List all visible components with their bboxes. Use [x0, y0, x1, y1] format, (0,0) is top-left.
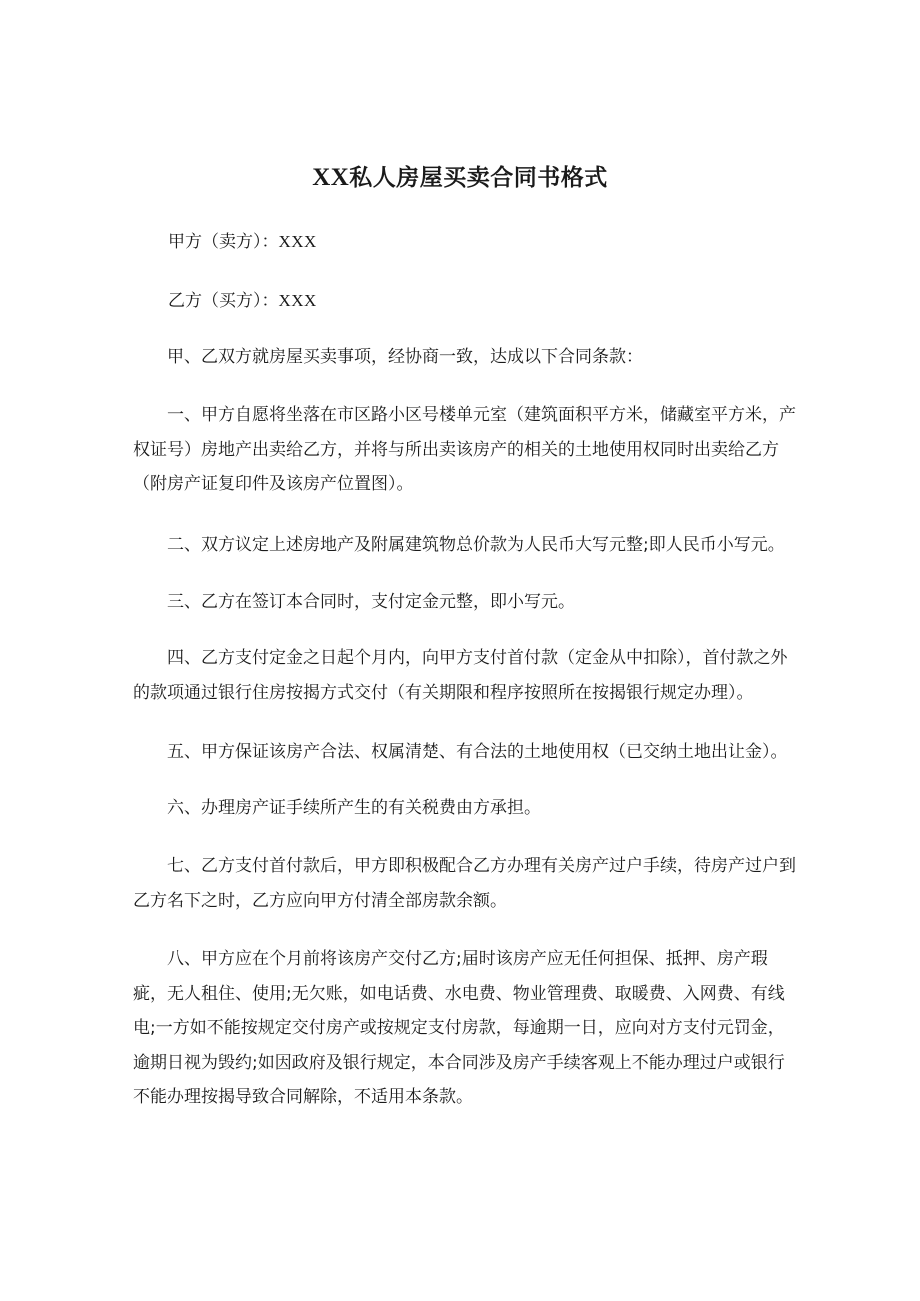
- document-title: [0, 162, 920, 194]
- party-b-value: XXX: [278, 291, 317, 310]
- clause-6: 六、办理房产证手续所产生的有关税费由方承担。: [167, 798, 541, 818]
- party-b-line: [168, 288, 317, 314]
- party-a-value: XXX: [278, 232, 317, 251]
- party-b-label: 乙方（买方）：: [168, 291, 279, 311]
- clause-1: 一、甲方自愿将坐落在市区路小区号楼单元室（建筑面积平方米，储藏室平方米，产权证号）房地产出卖给乙方，并将与所出卖该房产的相关的土地使用权同时出卖给乙方（附房产证复印件及该房产位置图）。: [133, 405, 796, 494]
- clause-intro: 甲、乙双方就房屋买卖事项，经协商一致，达成以下合同条款：: [167, 347, 643, 367]
- clause-5: 五、甲方保证该房产合法、权属清楚、有合法的土地使用权（已交纳土地出让金）。: [167, 742, 788, 762]
- clause-4: 四、乙方支付定金之日起个月内，向甲方支付首付款（定金从中扣除），首付款之外的款项通过银行住房按揭方式交付（有关期限和程序按照所在按揭银行规定办理）。: [133, 648, 788, 703]
- clause-7: 七、乙方支付首付款后，甲方即积极配合乙方办理有关房产过户手续，待房产过户到乙方名下之时，乙方应向甲方付清全部房款余额。: [133, 856, 796, 911]
- clause-2: 二、双方议定上述房地产及附属建筑物总价款为人民币大写元整;即人民币小写元。: [167, 535, 785, 555]
- title-prefix: XX: [312, 164, 350, 191]
- title-main: 私人房屋买卖合同书格式: [349, 165, 608, 191]
- party-a-line: [168, 229, 317, 255]
- party-a-label: 甲方（卖方）：: [168, 232, 279, 252]
- clause-8: 八、甲方应在个月前将该房产交付乙方;届时该房产应无任何担保、抵押、房产瑕疵，无人租住、使用;无欠账，如电话费、水电费、物业管理费、取暖费、入网费、有线电;一方如不能按规定交付房产或按规定支付房款，每逾期一日，应向对方支付元罚金，逾期日视为毁约;如因政府及银行规定，本合同涉及房产手续客观上不能办理过户或银行不能办理按揭导致合同解除，不适用本条款。: [133, 949, 785, 1107]
- clause-3: 三、乙方在签订本合同时，支付定金元整，即小写元。: [167, 592, 575, 612]
